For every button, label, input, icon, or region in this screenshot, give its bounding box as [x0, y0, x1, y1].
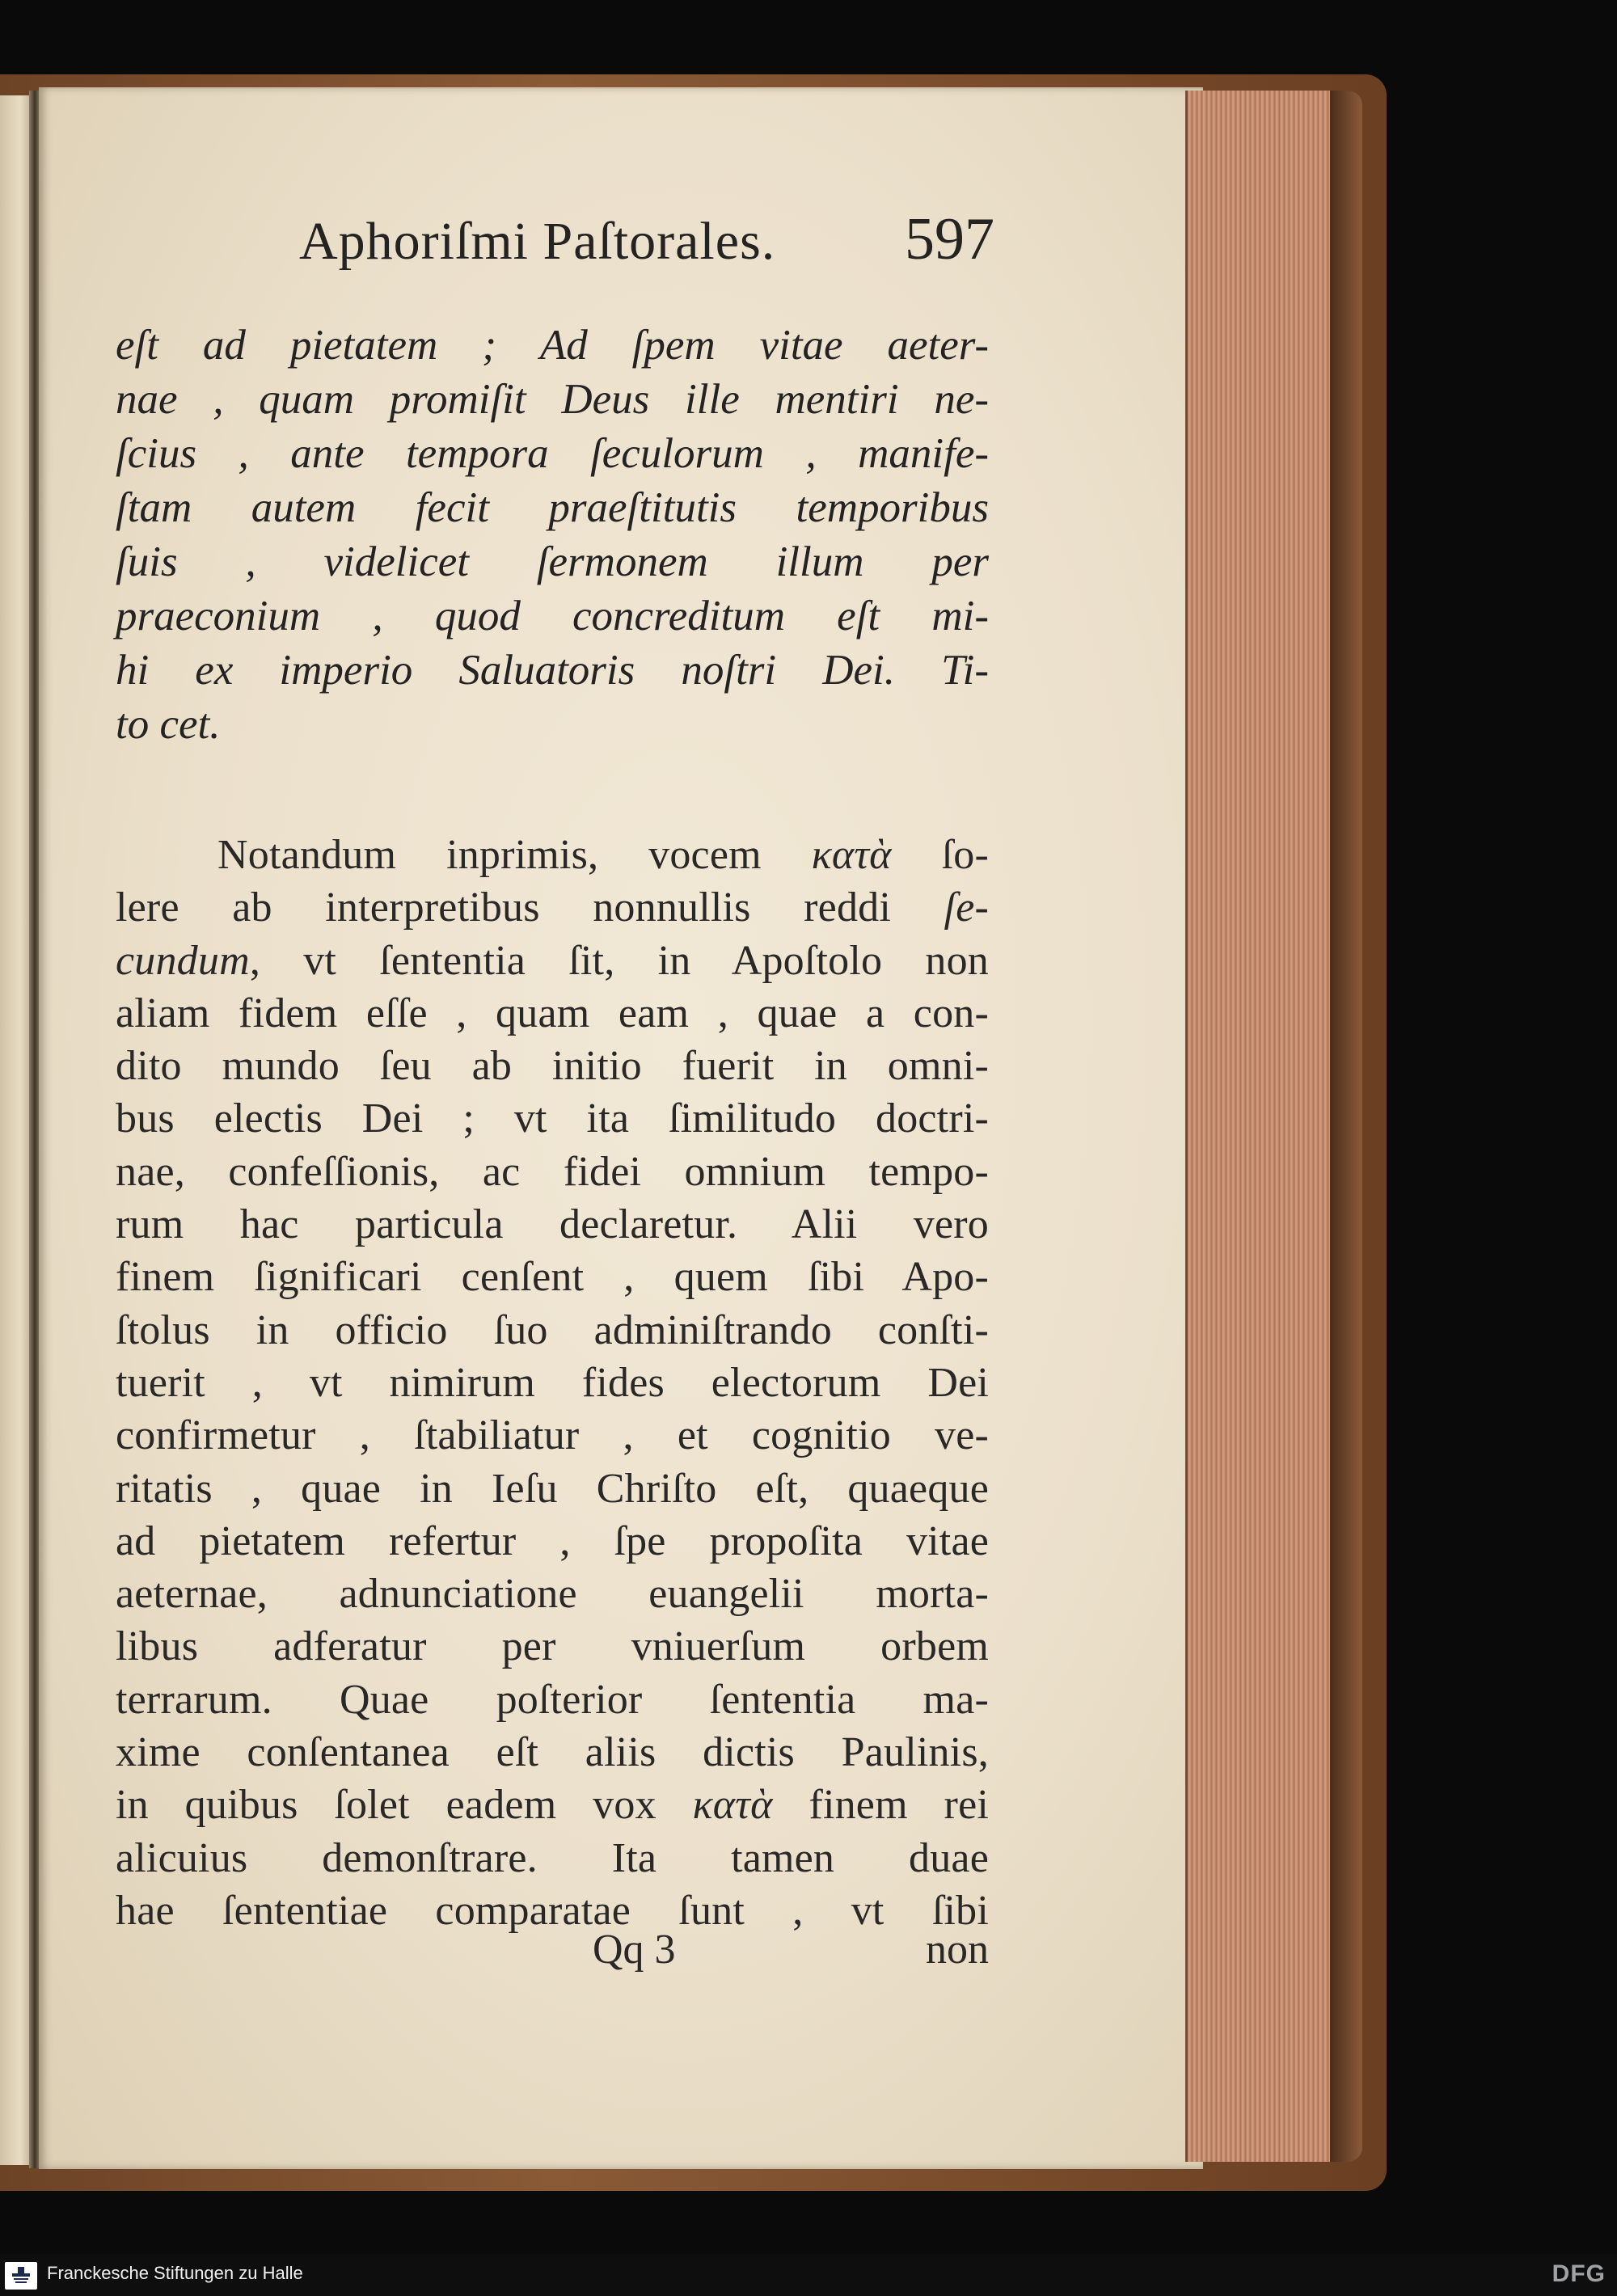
- text-line: alicuius demonſtrare. Ita tamen duae: [116, 1834, 989, 1881]
- text-line: to cet.: [116, 701, 221, 748]
- text-line: finem ſignificari cenſent , quem ſibi Apo-: [116, 1254, 989, 1301]
- text-line: ad pietatem refertur , ſpe propoſita vitae: [116, 1517, 989, 1564]
- text-line: confirmetur , ſtabiliatur , et cognitio ve-: [116, 1412, 989, 1459]
- text-line: [116, 829, 989, 881]
- running-head: Aphoriſmi Paſtorales.: [299, 212, 776, 271]
- greek-word: κατὰ: [811, 832, 892, 878]
- text-line: praeconium , quod concreditum eſt mi-: [116, 593, 989, 639]
- text-line: [116, 935, 989, 987]
- page-footer: [116, 1926, 989, 1982]
- text-line: libus adferatur per vniuerſum orbem: [116, 1623, 989, 1670]
- text-line: rum hac particula declaretur. Alii vero: [116, 1201, 989, 1248]
- cover-fore-edge: [1330, 91, 1362, 2162]
- text-run: ſo-: [941, 832, 990, 878]
- text-line: dito mundo ſeu ab initio fuerit in omni-: [116, 1043, 989, 1090]
- text-line: tuerit , vt nimirum fides electorum Dei: [116, 1359, 989, 1406]
- text-line: ſtolus in officio ſuo adminiſtrando conſti-: [116, 1306, 989, 1353]
- text-run: in quibus ſolet eadem vox: [116, 1782, 657, 1829]
- text-line: nae , quam promiſit Deus ille mentiri ne-: [116, 376, 989, 423]
- text-line: hae ſententiae comparatae ſunt , vt ſibi: [116, 1887, 989, 1934]
- signature-mark: Qq 3: [593, 1927, 676, 1973]
- text-line: nae, confeſſionis, ac fidei omnium tempo-: [116, 1148, 989, 1195]
- institution-name: Franckesche Stiftungen zu Halle: [47, 2263, 303, 2283]
- text-line: aliam fidem eſſe , quam eam , quae a con-: [116, 990, 989, 1036]
- text-line: ſcius , ante tempora ſeculorum , manife-: [116, 430, 989, 477]
- text-run: lere ab interpretibus nonnullis reddi: [116, 884, 891, 931]
- text-run: , vt ſententia ſit, in Apoſtolo non: [249, 937, 989, 984]
- text-line: terrarum. Quae poſterior ſententia ma-: [116, 1676, 989, 1723]
- catchword: non: [926, 1927, 989, 1973]
- text-run: Notandum inprimis, vocem: [217, 832, 762, 878]
- text-line: ſtam autem fecit praeſtitutis temporibus: [116, 484, 989, 531]
- text-line: [116, 1779, 989, 1831]
- dfg-logo-icon: DFG: [1552, 2260, 1606, 2287]
- page-number: 597: [905, 206, 994, 272]
- italic-quotation: [116, 319, 989, 752]
- text-line: [116, 881, 989, 934]
- text-run: finem rei: [808, 1782, 990, 1829]
- text-line: eſt ad pietatem ; Ad ſpem vitae aeter-: [116, 322, 989, 369]
- body-paragraph: [116, 829, 989, 1937]
- text-line: hi ex imperio Saluatoris noſtri Dei. Ti-: [116, 647, 989, 694]
- page-block-edges: [1185, 91, 1338, 2162]
- text-line: ſuis , videlicet ſermonem illum per: [116, 538, 989, 585]
- text-line: xime conſentanea eſt aliis dictis Paulinis,: [116, 1729, 989, 1776]
- francke-foundation-logo-icon: [5, 2262, 37, 2290]
- text-line: bus electis Dei ; vt ita ſimilitudo doctri-: [116, 1095, 989, 1142]
- greek-word: κατὰ: [692, 1782, 773, 1829]
- italic-word: ſe-: [944, 884, 989, 931]
- text-line: ritatis , quae in Ieſu Chriſto eſt, quaeque: [116, 1465, 989, 1512]
- page-header: [299, 205, 994, 274]
- text-line: aeternae, adnunciatione euangelii morta-: [116, 1571, 989, 1618]
- italic-word: cundum: [116, 937, 250, 984]
